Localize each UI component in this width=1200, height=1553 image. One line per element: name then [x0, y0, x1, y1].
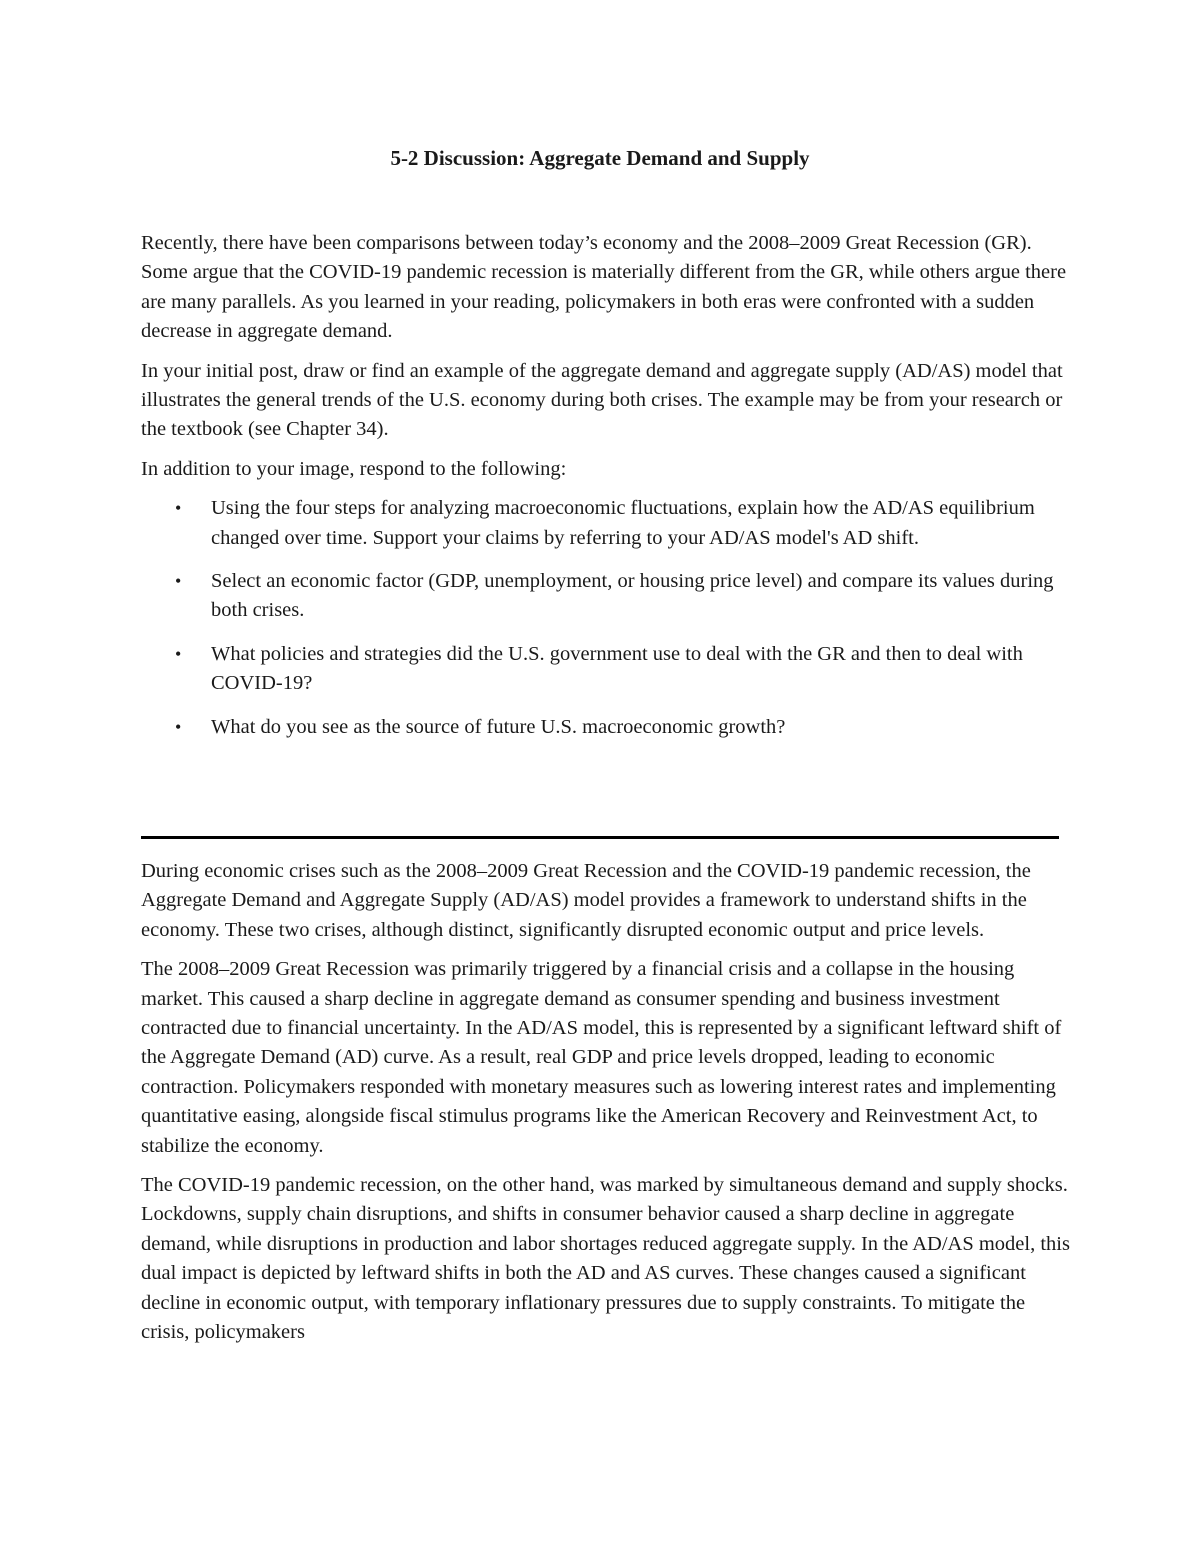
list-item-text: What do you see as the source of future U.S. macroeconomic growth?	[211, 715, 786, 738]
list-item	[141, 713, 1071, 742]
bullet-icon: •	[175, 643, 182, 664]
response-paragraph-3: The COVID-19 pandemic recession, on the other hand, was marked by simultaneous demand and supply shocks. Lockdowns, supply chain disruptions, and shifts in consumer behavior caused a sharp decline in aggregate demand, while disruptions in production and labor shortages reduced aggregate supply. In the AD/AS model, this dual impact is depicted by leftward shifts in both the AD and AS curves. These changes caused a significant decline in economic output, with temporary inflationary pressures due to supply constraints. To mitigate the crisis, policymakers	[141, 1174, 1070, 1344]
discussion-prompt	[141, 229, 1071, 756]
prompt-paragraph-2: In your initial post, draw or find an example of the aggregate demand and aggregate supply (AD/AS) model that illustrates the general trends of the U.S. economy during both crises. The example may be from your research or the textbook (see Chapter 34).	[141, 359, 1063, 441]
list-item-text: What policies and strategies did the U.S. government use to deal with the GR and then to deal with COVID-19?	[211, 642, 1023, 695]
prompt-paragraph-3: In addition to your image, respond to the following:	[141, 457, 567, 480]
list-item-text: Select an economic factor (GDP, unemployment, or housing price level) and compare its values during both crises.	[211, 570, 1054, 622]
page-title: 5-2 Discussion: Aggregate Demand and Supply	[390, 146, 810, 170]
section-divider	[141, 836, 1059, 839]
bullet-icon: •	[175, 716, 182, 737]
bullet-icon: •	[175, 498, 182, 519]
prompt-bullet-list	[141, 494, 1071, 742]
prompt-paragraph-1: Recently, there have been comparisons between today’s economy and the 2008–2009 Great Recession (GR). Some argue that the COVID-19 pandemic recession is materially different from the GR, while others argue there are many parallels. As you learned in your reading, policymakers in both eras were confronted with a sudden decrease in aggregate demand.	[141, 232, 1067, 343]
response-paragraph-2: The 2008–2009 Great Recession was primarily triggered by a financial crisis and a collapse in the housing market. This caused a sharp decline in aggregate demand as consumer spending and business investment contracted due to financial uncertainty. In the AD/AS model, this is represented by a significant leftward shift of the Aggregate Demand (AD) curve. As a result, real GDP and price levels dropped, leading to economic contraction. Policymakers responded with monetary measures such as lowering interest rates and implementing quantitative easing, alongside fiscal stimulus programs like the American Recovery and Reinvestment Act, to stabilize the economy.	[141, 958, 1062, 1157]
response-paragraph-1: During economic crises such as the 2008–2009 Great Recession and the COVID-19 pandemic recession, the Aggregate Demand and Aggregate Supply (AD/AS) model provides a framework to understand shifts in the economy. These two crises, although distinct, significantly disrupted economic output and price levels.	[141, 860, 1031, 941]
list-item	[141, 567, 1071, 626]
discussion-response	[141, 857, 1071, 1358]
bullet-icon: •	[175, 571, 182, 592]
list-item	[141, 640, 1071, 699]
list-item-text: Using the four steps for analyzing macroeconomic fluctuations, explain how the AD/AS equilibrium changed over time. Support your claims by referring to your AD/AS model's AD shift.	[211, 497, 1035, 549]
list-item	[141, 494, 1071, 553]
